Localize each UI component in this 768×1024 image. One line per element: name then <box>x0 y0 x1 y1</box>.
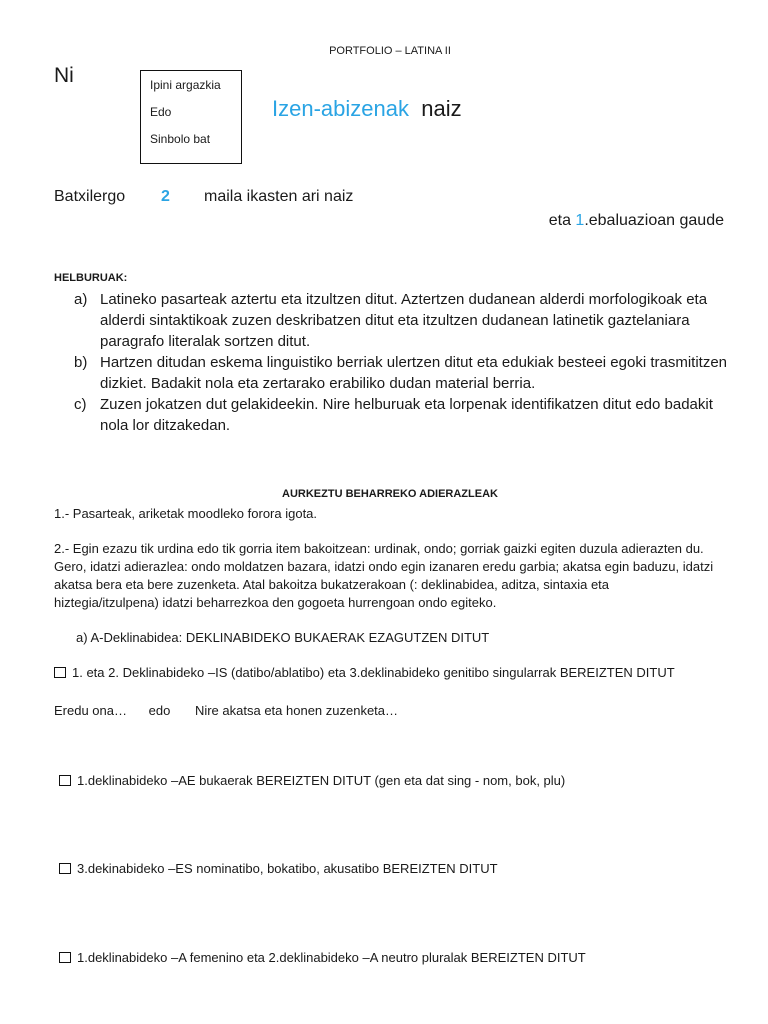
goal-item <box>74 352 734 394</box>
evaluation-line <box>549 212 724 230</box>
grade-prefix: Batxilergo <box>54 188 126 205</box>
example-good[interactable]: Eredu ona… <box>54 703 127 718</box>
photo-box-line-2: Edo <box>150 105 172 119</box>
subsection-a-heading: a) A-Deklinabidea: DEKLINABIDEKO BUKAERAK EZAGUTZEN DITUT <box>76 630 490 645</box>
indicators-heading: AURKEZTU BEHARREKO ADIERAZLEAK <box>282 488 498 500</box>
goal-item <box>74 394 734 436</box>
goal-marker: a) <box>74 291 88 308</box>
goal-marker: c) <box>74 396 87 413</box>
ni-label: Ni <box>54 64 74 87</box>
checklist-item-text: 1.deklinabideko –AE bukaerak BEREIZTEN DITUT (gen eta dat sing - nom, bok, plu) <box>77 773 566 788</box>
checklist-item-3 <box>59 860 719 878</box>
example-line <box>54 702 398 720</box>
goals-list <box>74 289 734 436</box>
checklist-item-4 <box>59 949 719 967</box>
portfolio-title: PORTFOLIO – LATINA II <box>329 45 451 57</box>
goal-text: Latineko pasarteak aztertu eta itzultzen ditut. Aztertzen dudanean alderdi morfologikoak eta alderdi sintaktikoak zuzen deskribatzen ditut eta itzultzen dudanean latinetik gaztelaniara paragrafo literalak sortzen ditut. <box>100 291 708 350</box>
name-suffix: naiz <box>421 96 462 121</box>
checklist-item-2 <box>59 772 719 790</box>
example-mistake[interactable]: Nire akatsa eta honen zuzenketa… <box>194 703 399 718</box>
photo-box-line-3: Sinbolo bat <box>150 132 211 146</box>
eval-number[interactable]: 1 <box>575 212 585 229</box>
indicator-paragraph-2: 2.- Egin ezazu tik urdina edo tik gorria item bakoitzean: urdinak, ondo; gorriak gaizki egiten duzula adierazten du. Gero, idatzi adierazlea: ondo moldatzen bazara, idatzi ondo egin izanaren eredu garbia; akatsa egin baduzu, idatzi akatsa bera eta bere zuzenketa. Atal bakoitza bukatzerakoan (: deklinabidea, aditza, sintaxia eta hiztegia/itzulpena) idatzi beharrezkoa den gogoeta hurrengoan ondo egiteko. <box>54 541 714 610</box>
checklist-item-text: 1. eta 2. Deklinabideko –IS (datibo/ablatibo) eta 3.deklinabideko genitibo singularrak BEREIZTEN DITUT <box>72 665 675 680</box>
goal-text: Hartzen ditudan eskema linguistiko berriak ulertzen ditut eta edukiak besteei egoki trasmititzen dizkiet. Badakit nola eta zertarako erabiliko dudan material berria. <box>100 354 727 392</box>
grade-level[interactable]: 2 <box>161 188 170 205</box>
goals-heading: HELBURUAK: <box>54 272 128 284</box>
example-or: edo <box>148 703 171 718</box>
indicator-paragraph-1: 1.- Pasarteak, ariketak moodleko forora igota. <box>54 506 318 521</box>
eval-suffix: .ebaluazioan gaude <box>584 212 724 229</box>
checkbox[interactable] <box>59 775 71 786</box>
checklist-item-text: 1.deklinabideko –A femenino eta 2.deklinabideko –A neutro pluralak BEREIZTEN DITUT <box>77 950 586 965</box>
eval-prefix: eta <box>548 212 576 229</box>
checkbox[interactable] <box>59 863 71 874</box>
goal-item <box>74 289 734 352</box>
photo-placeholder-box[interactable] <box>140 70 242 164</box>
checklist-item-text: 3.dekinabideko –ES nominatibo, bokatibo, akusatibo BEREIZTEN DITUT <box>77 861 498 876</box>
grade-suffix: maila ikasten ari naiz <box>204 188 354 205</box>
checkbox[interactable] <box>59 952 71 963</box>
goal-text: Zuzen jokatzen dut gelakideekin. Nire helburuak eta lorpenak identifikatzen ditut edo badakit nola lor ditzakedan. <box>100 396 713 434</box>
checkbox[interactable] <box>54 667 66 678</box>
name-line <box>272 96 462 122</box>
checklist-item-1 <box>54 664 714 682</box>
goal-marker: b) <box>74 354 88 371</box>
name-placeholder[interactable]: Izen-abizenak <box>272 96 409 121</box>
photo-box-line-1: Ipini argazkia <box>150 78 221 92</box>
